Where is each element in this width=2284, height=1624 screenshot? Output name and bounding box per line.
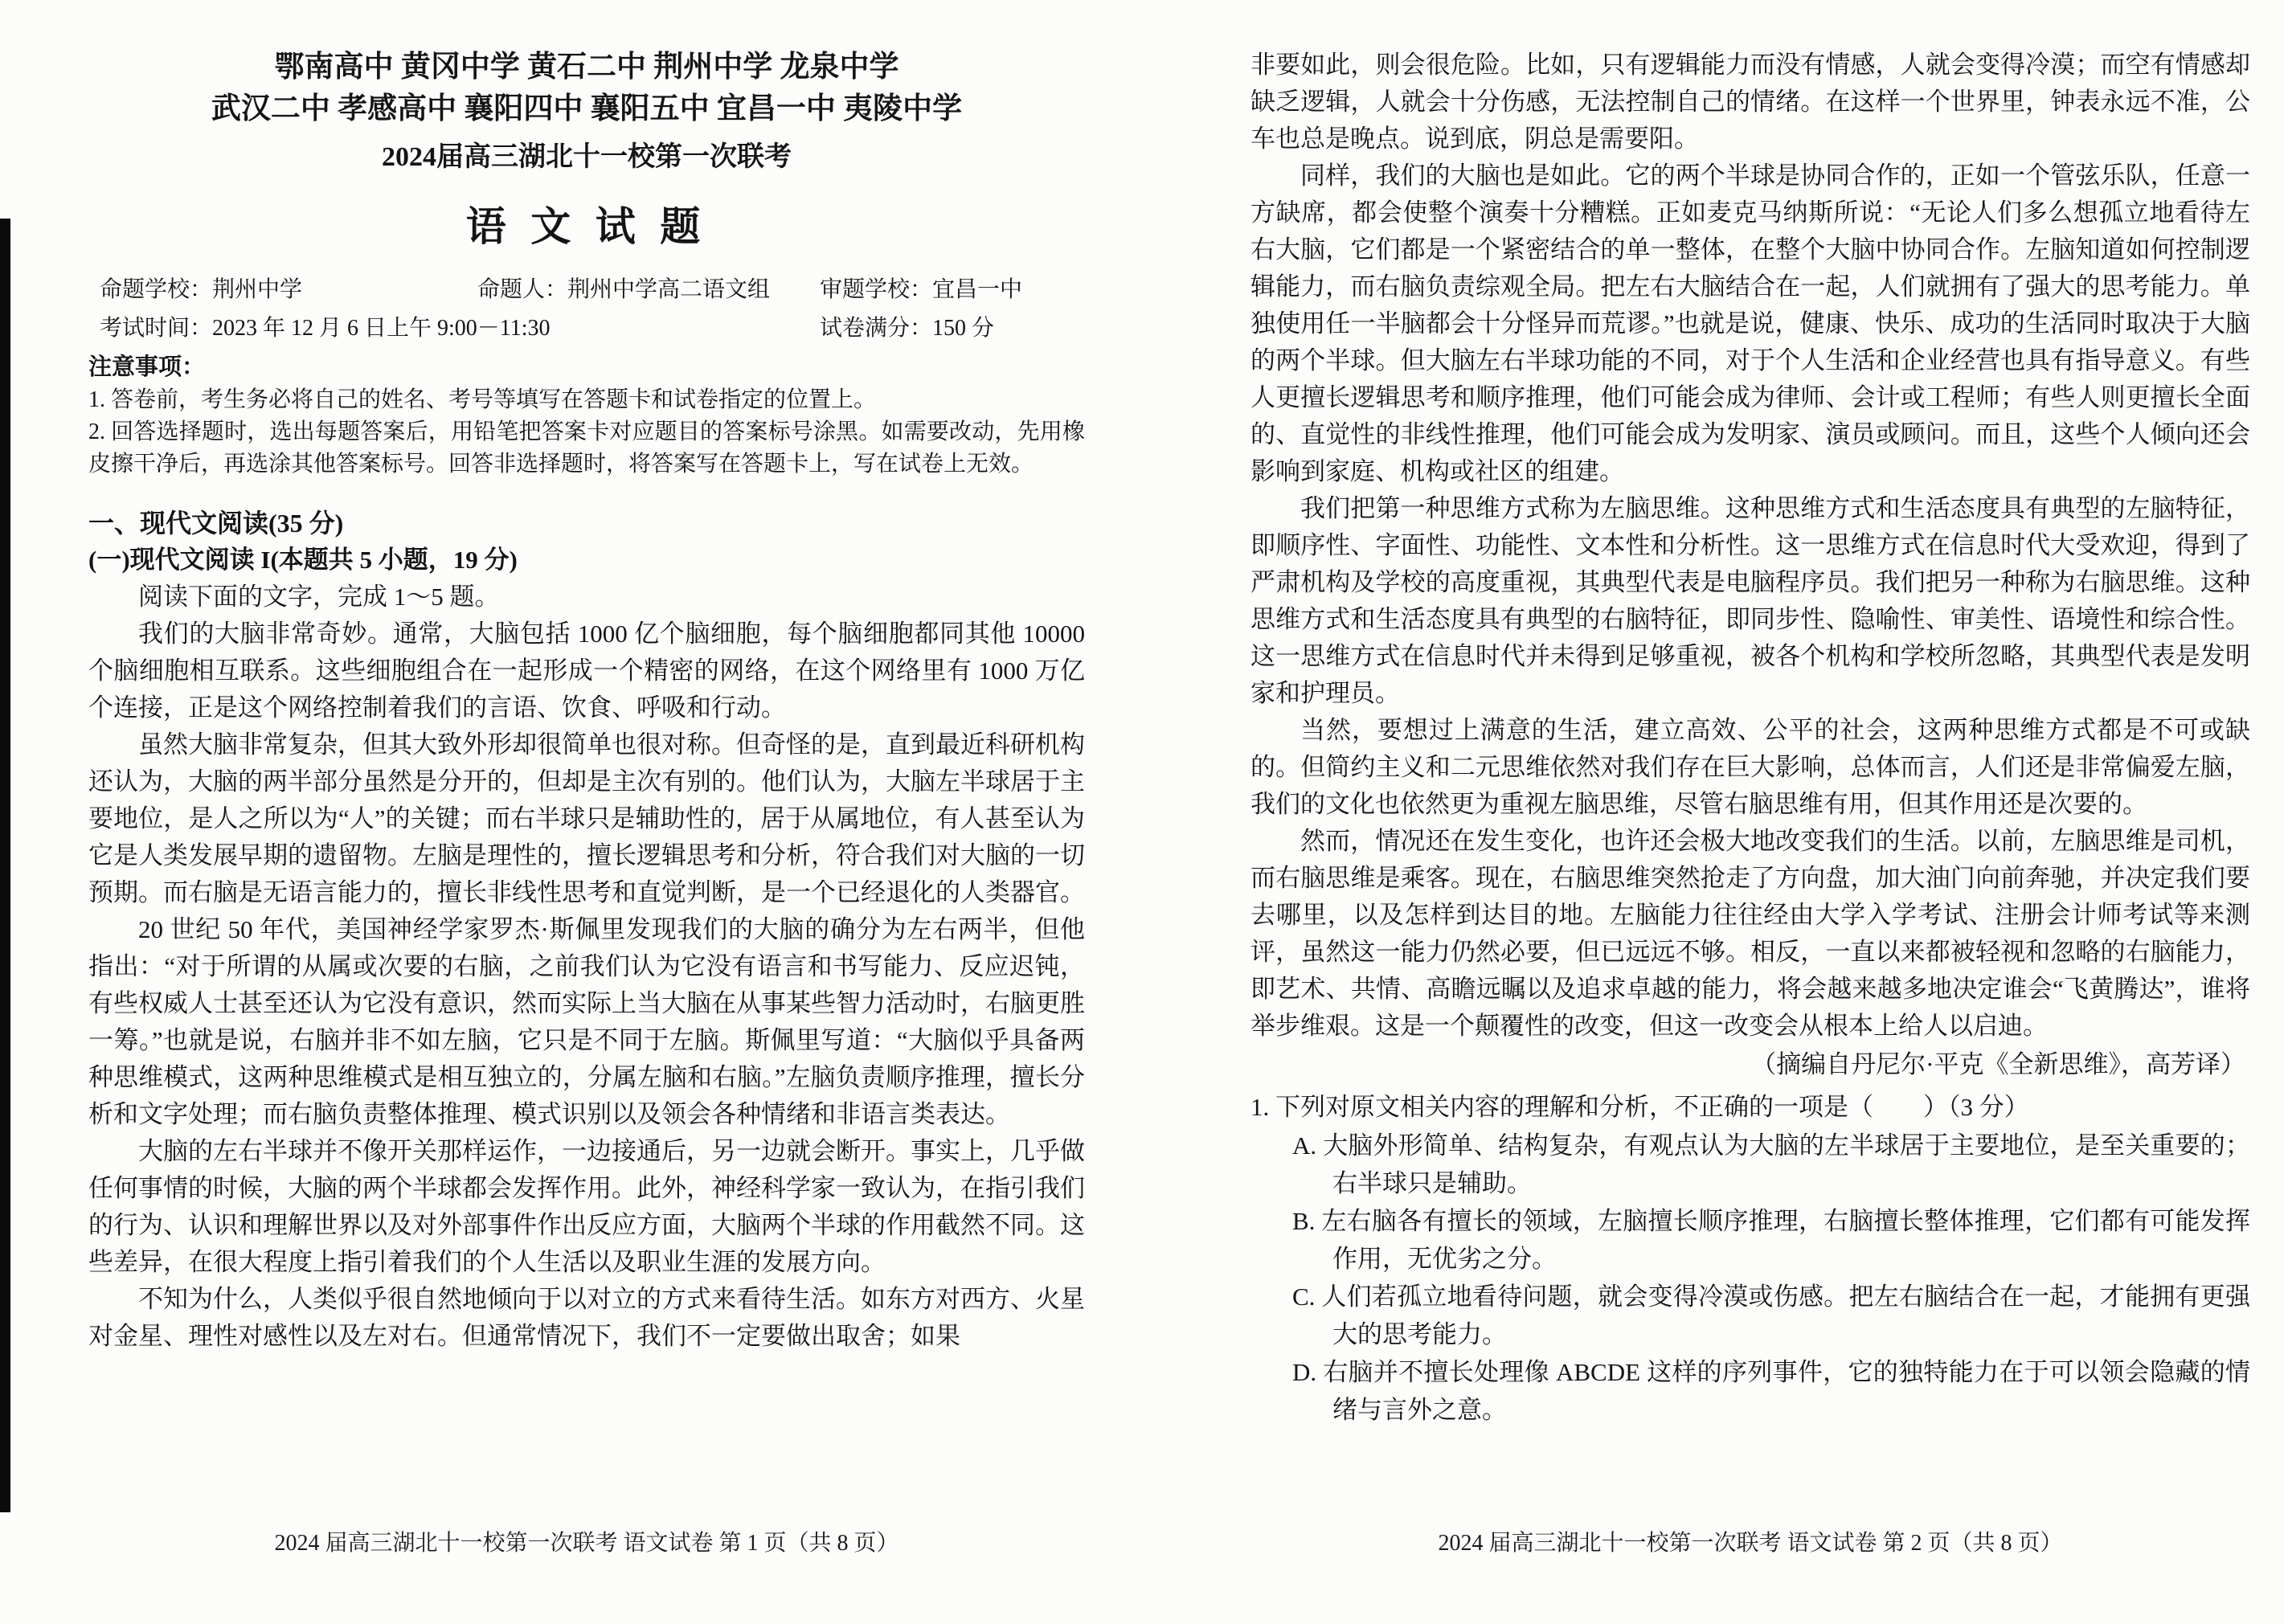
note-item-2: 2. 回答选择题时，选出每题答案后，用铅笔把答案卡对应题目的答案标号涂黑。如需要改动，先用橡皮擦干净后，再选涂其他答案标号。回答非选择题时，将答案写在答题卡上，写在试卷上无效。 xyxy=(88,419,1085,477)
meta-row-2 xyxy=(100,312,1085,346)
section-title: 一、现代文阅读(35 分) xyxy=(88,509,344,538)
page-2 xyxy=(1250,47,2250,1429)
exam-name: 2024届高三湖北十一校第一次联考 xyxy=(382,142,792,172)
note-item-1: 1. 答卷前，考生务必将自己的姓名、考号等填写在答题卡和试卷指定的位置上。 xyxy=(88,387,877,412)
reading-paragraph: 当然，要想过上满意的生活，建立高效、公平的社会，这两种思维方式都是不可或缺的。但简约主义和二元思维依然对我们存在巨大影响，总体而言，人们还是非常偏爱左脑，我们的文化也依然更为重视左脑思维，尽管右脑思维有用，但其作用还是次要的。 xyxy=(1250,716,2250,818)
meta-spacer xyxy=(477,312,820,346)
reading-paragraph: 非要如此，则会很危险。比如，只有逻辑能力而没有情感，人就会变得冷漠；而空有情感却缺乏逻辑，人就会十分伤感，无法控制自己的情绪。在这样一个世界里，钟表永远不准，公车也总是晚点。说到底，阴总是需要阳。 xyxy=(1250,51,2250,153)
reading-paragraph: 同样，我们的大脑也是如此。它的两个半球是协同合作的，正如一个管弦乐队，任意一方缺席，都会使整个演奏十分糟糕。正如麦克马纳斯所说：“无论人们多么想孤立地看待左右大脑，它们都是一个紧密结合的单一整体，在整个大脑中协同合作。左脑知道如何控制逻辑能力，而右脑负责综观全局。把左右大脑结合在一起，人们就拥有了强大的思考能力。单独使用任一半脑都会十分怪异而荒谬。”也就是说，健康、快乐、成功的生活同时取决于大脑的两个半球。但大脑左右半球功能的不同，对于个人生活和企业经营也具有指导意义。有些人更擅长逻辑思考和顺序推理，他们可能会成为律师、会计或工程师；有些人则更擅长全面的、直觉性的非线性推理，他们可能会成为发明家、演员或顾问。而且，这些个人倾向还会影响到家庭、机构或社区的组建。 xyxy=(1250,162,2250,485)
reading-paragraph: 20 世纪 50 年代，美国神经学家罗杰·斯佩里发现我们的大脑的确分为左右两半，但他指出：“对于所谓的从属或次要的右脑，之前我们认为它没有语言和书写能力、反应迟钝，有些权威人士甚至还认为它没有意识，然而实际上当大脑在从事某些智力活动时，右脑更胜一筹。”也就是说，右脑并非不如左脑，它只是不同于左脑。斯佩里写道：“大脑似乎具备两种思维模式，这两种思维模式是相互独立的，分属左脑和右脑。”左脑负责顺序推理，擅长分析和文字处理；而右脑负责整体推理、模式识别以及领会各种情绪和非语言类表达。 xyxy=(88,915,1085,1128)
reading-paragraph: 我们的大脑非常奇妙。通常，大脑包括 1000 亿个脑细胞，每个脑细胞都同其他 10000 个脑细胞相互联系。这些细胞组合在一起形成一个精密的网络，在这个网络里有 1000 万亿个连接，正是这个网络控制着我们的言语、饮食、呼吸和行动。 xyxy=(88,620,1085,722)
exam-time: 考试时间：2023 年 12 月 6 日上午 9:00－11:30 xyxy=(100,316,551,341)
page-1-footer: 2024 届高三湖北十一校第一次联考 语文试卷 第 1 页（共 8 页） xyxy=(274,1531,899,1556)
school-list-line-2: 武汉二中 孝感高中 襄阳四中 襄阳五中 宜昌一中 夷陵中学 xyxy=(211,92,963,125)
reading-instruction: 阅读下面的文字，完成 1～5 题。 xyxy=(138,583,500,611)
question-1-stem: 1. 下列对原文相关内容的理解和分析，不正确的一项是（ ）（3 分） xyxy=(1250,1093,2029,1121)
question-1-options xyxy=(1292,1127,2250,1429)
source-attribution: （摘编自丹尼尔·平克《全新思维》，高芳译） xyxy=(1751,1050,2245,1078)
scan-edge-artifact xyxy=(0,219,10,1512)
reading-paragraph: 大脑的左右半球并不像开关那样运作，一边接通后，另一边就会断开。事实上，几乎做任何事情的时候，大脑的两个半球都会发挥作用。此外，神经科学家一致认为，在指引我们的行为、认识和理解世界以及对外部事件作出反应方面，大脑两个半球的作用截然不同。这些差异，在很大程度上指引着我们的个人生活以及职业生涯的发展方向。 xyxy=(88,1137,1085,1276)
notes-title: 注意事项： xyxy=(88,354,206,380)
reading-paragraph: 然而，情况还在发生变化，也许还会极大地改变我们的生活。以前，左脑思维是司机，而右脑思维是乘客。现在，右脑思维突然抢走了方向盘，加大油门向前奔驰，并决定我们要去哪里，以及怎样到达目的地。左脑能力往往经由大学入学考试、注册会计师考试等来测评，虽然这一能力仍然必要，但已远远不够。相反，一直以来都被轻视和忽略的右脑能力，即艺术、共情、高瞻远瞩以及追求卓越的能力，将会越来越多地决定谁会“飞黄腾达”，谁将举步维艰。这是一个颠覆性的改变，但这一改变会从根本上给人以启迪。 xyxy=(1250,827,2250,1040)
option-b: B. 左右脑各有擅长的领域，左脑擅长顺序推理，右脑擅长整体推理，它们都有可能发挥作用，无优劣之分。 xyxy=(1292,1207,2250,1273)
option-d: D. 右脑并不擅长处理像 ABCDE 这样的序列事件，它的独特能力在于可以领会隐藏的情绪与言外之意。 xyxy=(1292,1358,2250,1424)
paper-title: 语 文 试 题 xyxy=(465,204,708,249)
school-list-line-1: 鄂南高中 黄冈中学 黄石二中 荆州中学 龙泉中学 xyxy=(274,51,899,84)
option-a: A. 大脑外形简单、结构复杂，有观点认为大脑的左半球居于主要地位，是至关重要的；右半球只是辅助。 xyxy=(1292,1131,2250,1197)
review-school: 审题学校：宜昌一中 xyxy=(820,277,1023,302)
setter: 命题人：荆州中学高二语文组 xyxy=(477,277,771,302)
meta-row-1 xyxy=(100,273,1085,307)
reading-paragraph: 不知为什么，人类似乎很自然地倾向于以对立的方式来看待生活。如东方对西方、火星对金星、理性对感性以及左对右。但通常情况下，我们不一定要做出取舍；如果 xyxy=(88,1285,1085,1350)
reading-paragraph: 虽然大脑非常复杂，但其大致外形却很简单也很对称。但奇怪的是，直到最近科研机构还认为，大脑的两半部分虽然是分开的，但却是主次有别的。他们认为，大脑左半球居于主要地位，是人之所以为“人”的关键；而右半球只是辅助性的，居于从属地位，有人甚至认为它是人类发展早期的遗留物。左脑是理性的，擅长逻辑思考和分析，符合我们对大脑的一切预期。而右脑是无语言能力的，擅长非线性思考和直觉判断，是一个已经退化的人类器官。 xyxy=(88,730,1085,906)
reading-paragraph: 我们把第一种思维方式称为左脑思维。这种思维方式和生活态度具有典型的左脑特征，即顺序性、字面性、功能性、文本性和分析性。这一思维方式在信息时代大受欢迎，得到了严肃机构及学校的高度重视，其典型代表是电脑程序员。我们把另一种称为右脑思维。这种思维方式和生活态度具有典型的右脑特征，即同步性、隐喻性、审美性、语境性和综合性。这一思维方式在信息时代并未得到足够重视，被各个机构和学校所忽略，其典型代表是发明家和护理员。 xyxy=(1250,494,2250,707)
subsection-title: (一)现代文阅读 I(本题共 5 小题，19 分) xyxy=(88,546,518,574)
page-1 xyxy=(88,47,1085,1355)
option-c: C. 人们若孤立地看待问题，就会变得冷漠或伤感。把左右脑结合在一起，才能拥有更强大的思考能力。 xyxy=(1292,1282,2250,1348)
page-2-footer: 2024 届高三湖北十一校第一次联考 语文试卷 第 2 页（共 8 页） xyxy=(1438,1531,2063,1556)
setter-school: 命题学校：荆州中学 xyxy=(100,277,303,302)
full-score: 试卷满分：150 分 xyxy=(820,316,995,341)
